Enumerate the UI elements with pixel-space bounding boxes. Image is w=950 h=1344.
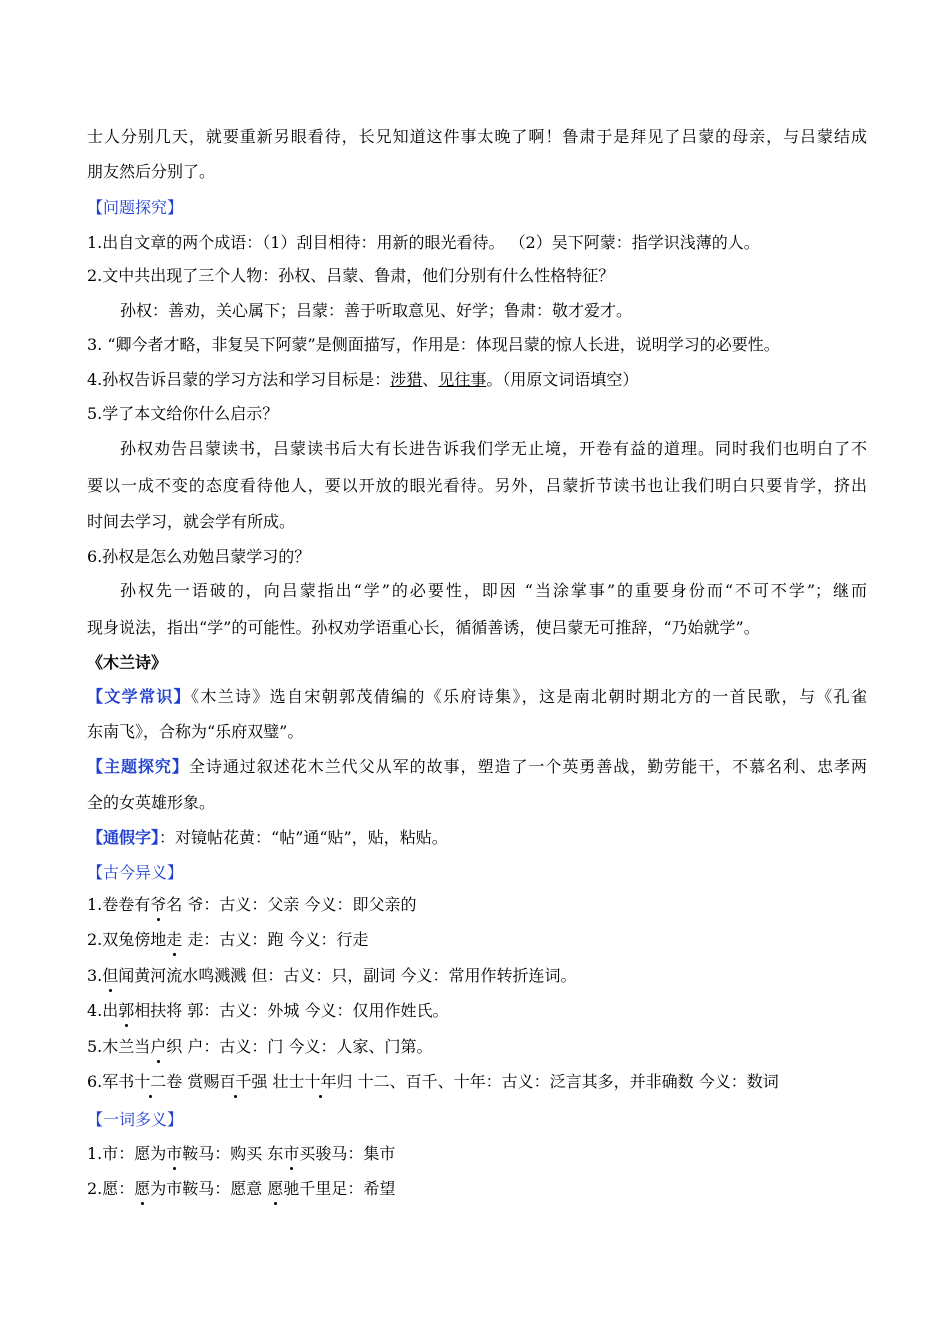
text: 卷 赏赐 xyxy=(166,1072,220,1091)
text: 6.军书 xyxy=(87,1072,135,1091)
paragraph-line: 朋友然后分别了。 xyxy=(87,162,216,181)
wenxue-text: 《木兰诗》选自宋朝郭茂倩编的《乐府诗集》，这是南北朝时期北方的一首民歌，与《孔雀 xyxy=(191,687,867,706)
text: 1.市：愿为 xyxy=(87,1144,167,1163)
text: 织 户：古义：门 今义：人家、门第。 xyxy=(166,1037,433,1056)
text: 1.卷卷有 xyxy=(87,895,151,914)
question-5: 5.学了本文给你什么启示？ xyxy=(87,404,279,423)
text: 驰千里足：希望 xyxy=(283,1179,396,1198)
text: 闻黄河流水鸣溅溅 但：古义：只，副词 今义：常用作转折连词。 xyxy=(118,966,577,985)
gujin-item-3 xyxy=(87,965,867,987)
text: 强 壮士 xyxy=(251,1072,305,1091)
section-heading-yici: 【一词多义】 xyxy=(87,1110,184,1129)
text: 3. xyxy=(87,966,103,985)
yici-item-1 xyxy=(87,1143,867,1165)
answer-5-line: 孙权劝告吕蒙读书，吕蒙读书后大有长进告诉我们学无止境，开卷有益的道理。同时我们也明白了不 xyxy=(120,439,867,458)
question-6: 6.孙权是怎么劝勉吕蒙学习的？ xyxy=(87,547,311,566)
question-2: 2.文中共出现了三个人物：孙权、吕蒙、鲁肃，他们分别有什么性格特征？ xyxy=(87,266,615,285)
text: 归 十二、百千、十年：古义：泛言其多，并非确数 今义：数词 xyxy=(336,1072,779,1091)
text: 为市鞍马：愿意 xyxy=(150,1179,268,1198)
gujin-item-6 xyxy=(87,1071,867,1093)
yici-item-2 xyxy=(87,1178,867,1200)
section-heading-wenxue: 【文学常识】 xyxy=(87,687,191,706)
emphasis-char: 但 xyxy=(102,966,119,985)
q4-answer-1: 涉猎 xyxy=(390,370,423,389)
question-1: 1.出自文章的两个成语：（1）刮目相待：用新的眼光看待。 （2）吴下阿蒙：指学识浅薄的人。 xyxy=(87,233,760,252)
text: 2.愿： xyxy=(87,1179,135,1198)
zhuti-line xyxy=(87,756,867,778)
q4-prefix: 4.孙权告诉吕蒙的学习方法和学习目标是： xyxy=(87,370,391,389)
emphasis-char: 走 xyxy=(166,930,183,949)
wenxue-line xyxy=(87,686,867,708)
section-heading-gujin: 【古今异义】 xyxy=(87,863,184,882)
q4-sep: 、 xyxy=(422,370,439,389)
question-3: 3. “卿今者才略，非复吴下阿蒙”是侧面描写，作用是：体现吕蒙的惊人长进，说明学习的必要性。 xyxy=(87,335,780,354)
emphasis-char: 百千 xyxy=(219,1072,252,1091)
tongjia-line xyxy=(87,827,867,849)
text: 4.出 xyxy=(87,1001,119,1020)
gujin-item-2 xyxy=(87,929,867,951)
emphasis-char: 郭 xyxy=(118,1001,135,1020)
section-title-mulan: 《木兰诗》 xyxy=(87,653,168,672)
section-heading-tongjia: 【通假字】 xyxy=(87,828,160,847)
gujin-item-5 xyxy=(87,1036,867,1058)
paragraph-line: 士人分别几天，就要重新另眼看待，长兄知道这件事太晚了啊！鲁肃于是拜见了吕蒙的母亲，与吕蒙结成 xyxy=(87,127,867,146)
answer-6-line: 现身说法，指出“学”的可能性。孙权劝学语重心长，循循善诱，使吕蒙无可推辞，“乃始就学”。 xyxy=(87,618,760,637)
answer-2: 孙权：善劝，关心属下；吕蒙：善于听取意见、好学；鲁肃：敬才爱才。 xyxy=(120,301,633,320)
emphasis-char: 爷 xyxy=(150,895,167,914)
answer-5-line: 要以一成不变的态度看待他人，要以开放的眼光看待。另外，吕蒙折节读书也让我们明白只要肯学，挤出 xyxy=(87,476,867,495)
emphasis-char: 市 xyxy=(283,1144,300,1163)
q4-answer-2: 见往事 xyxy=(438,370,487,389)
q4-suffix: 。（用原文词语填空） xyxy=(486,370,639,389)
text: 买骏马：集市 xyxy=(299,1144,396,1163)
emphasis-char: 十年 xyxy=(304,1072,337,1091)
text: 走：古义：跑 今义：行走 xyxy=(182,930,369,949)
text: 5.木兰当 xyxy=(87,1037,151,1056)
gujin-item-1 xyxy=(87,894,867,916)
zhuti-text: 全诗通过叙述花木兰代父从军的故事，塑造了一个英勇善战，勤劳能干，不慕名利、忠孝两 xyxy=(188,757,867,776)
text: 名 爷：古义：父亲 今义：即父亲的 xyxy=(166,895,417,914)
gujin-item-4 xyxy=(87,1000,867,1022)
emphasis-char: 户 xyxy=(150,1037,167,1056)
emphasis-char: 愿 xyxy=(134,1179,151,1198)
wenxue-line: 东南飞》，合称为“乐府双璧”。 xyxy=(87,722,304,741)
answer-5-line: 时间去学习，就会学有所成。 xyxy=(87,512,296,531)
tongjia-text: ：对镜帖花黄：“帖”通“贴”，贴，粘贴。 xyxy=(159,828,448,847)
text: 鞍马：购买 东 xyxy=(182,1144,284,1163)
emphasis-char: 十二 xyxy=(134,1072,167,1091)
section-heading-zhuti: 【主题探究】 xyxy=(87,757,189,776)
emphasis-char: 愿 xyxy=(267,1179,284,1198)
zhuti-line: 全的女英雄形象。 xyxy=(87,793,216,812)
text: 相扶将 郭：古义：外城 今义：仅用作姓氏。 xyxy=(134,1001,449,1020)
text: 2.双兔傍地 xyxy=(87,930,167,949)
answer-6-line: 孙权先一语破的，向吕蒙指出“学”的必要性，即因 “当涂掌事”的重要身份而“不可不学”；继而 xyxy=(120,581,867,600)
section-heading-wenti: 【问题探究】 xyxy=(87,198,184,217)
question-4 xyxy=(87,369,867,391)
emphasis-char: 市 xyxy=(166,1144,183,1163)
